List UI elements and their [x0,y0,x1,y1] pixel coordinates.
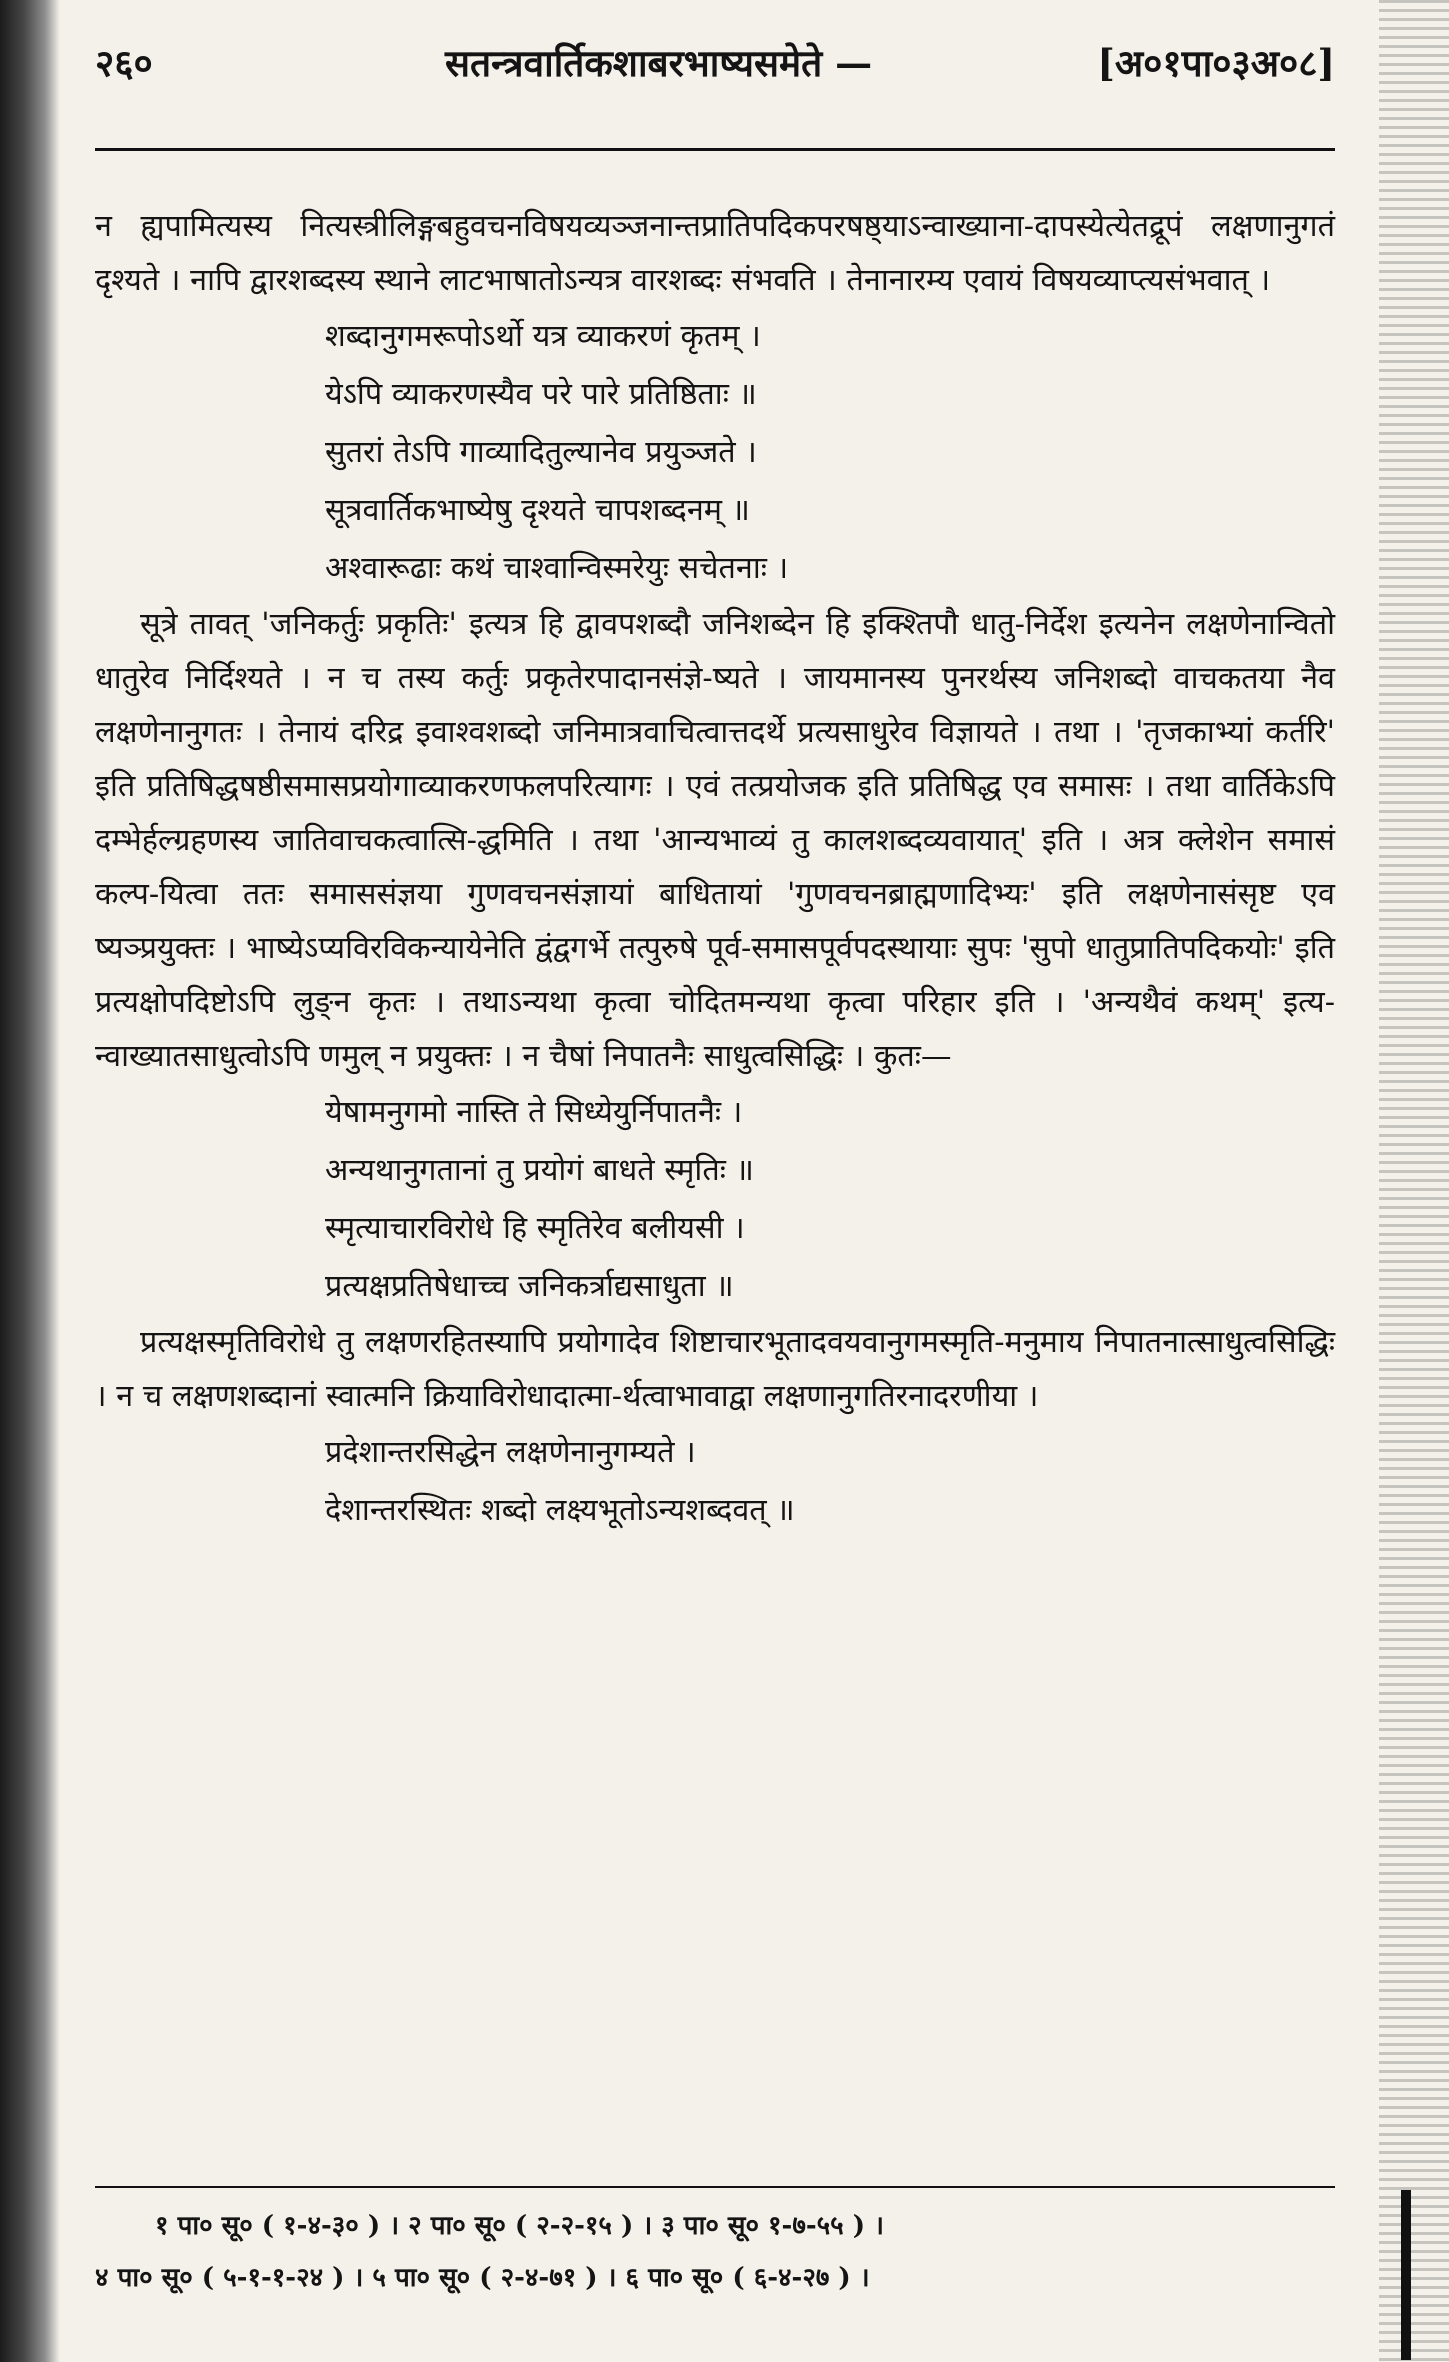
page-number: २६० [95,41,153,85]
verse-line: शब्दानुगमरूपोऽर्थो यत्र व्याकरणं कृतम् । [325,319,761,354]
footnotes [95,2200,1335,2304]
running-title: सतन्त्रवार्तिकशाबरभाष्यसमेते — [445,41,873,85]
verse-line: स्मृत्याचारविरोधे हि स्मृतिरेव बलीयसी । [325,1211,745,1246]
verse-line: सुतरां तेऽपि गाव्यादितुल्यानेव प्रयुञ्जते । [325,435,757,470]
scan-noise-right [1379,0,1449,2362]
scan-shadow-left [0,0,60,2362]
header-rule [95,148,1335,151]
verse-line: प्रत्यक्षप्रतिषेधाच्च जनिकर्त्राद्यसाधुता ॥ [325,1269,734,1304]
verse-line: येऽपि व्याकरणस्यैव परे पारे प्रतिष्ठिताः ॥ [325,377,757,412]
verse-line: येषामनुगमो नास्ति ते सिध्येयुर्निपातनैः । [325,1095,743,1130]
prose-paragraph: सूत्रे तावत् 'जनिकर्तुः प्रकृतिः' इत्यत्र हि द्वावपशब्दौ जनिशब्देन हि इक्श्तिपौ धातु-निर्देश इत्यनेन लक्षणेनान्वितो धातुरेव निर्दिश्यते । न च तस्य कर्तुः प्रकृतेरपादानसंज्ञे-ष्यते । जायमानस्य पुनरर्थस्य जनिशब्दो वाचकतया नैव लक्षणेनानुगतः । तेनायं दरिद्र इवाश्वशब्दो जनिमात्रवाचित्वात्तदर्थे प्रत्यसाधुरेव विज्ञायते । तथा । 'तृजकाभ्यां कर्तरि' इति प्रतिषिद्धषष्ठीसमासप्रयोगाव्याकरणफलपरित्यागः । एवं तत्प्रयोजक इति प्रतिषिद्ध एव समासः । तथा वार्तिकेऽपि दम्भेर्हल्ग्रहणस्य जातिवाचकत्वात्सि-द्धमिति । तथा 'आन्यभाव्यं तु कालशब्दव्यवायात्' इति । अत्र क्लेशेन समासं कल्प-यित्वा ततः समाससंज्ञया गुणवचनसंज्ञायां बाधितायां 'गुणवचनब्राह्मणादिभ्यः' इति लक्षणेनासंसृष्ट एव ष्यञ्प्रयुक्तः । भाष्येऽप्यविरविकन्यायेनेति द्वंद्वगर्भे तत्पुरुषे पूर्व-समासपूर्वपदस्थायाः सुपः 'सुपो धातुप्रातिपदिकयोः' इति प्रत्यक्षोपदिष्टोऽपि लुङ्न कृतः । तथाऽन्यथा कृत्वा चोदितमन्यथा कृत्वा परिहार इति । 'अन्यथैवं कथम्' इत्य-न्वाख्यातसाधुत्वोऽपि णमुल् न प्रयुक्तः । न चैषां निपातनैः साधुत्वसिद्धिः । कुतः— [95,607,1335,1074]
prose-paragraph: प्रत्यक्षस्मृतिविरोधे तु लक्षणरहितस्यापि प्रयोगादेव शिष्टाचारभूतादवयवानुगमस्मृति-मनुमाय निपातनात्साधुत्वसिद्धिः । न च लक्षणशब्दानां स्वात्मनि क्रियाविरोधादात्मा-र्थत्वाभावाद्वा लक्षणानुगतिरनादरणीया । [95,1325,1335,1414]
scan-mark-right [1401,2190,1411,2360]
verse-line: प्रदेशान्तरसिद्धेन लक्षणेनानुगम्यते । [325,1435,696,1470]
footnote-line: १ पा० सू० ( १-४-३० ) । २ पा० सू० ( २-२-१५ ) । ३ पा० सू० १-७-५५ ) । [155,2211,884,2241]
main-text [95,200,1335,1540]
prose-paragraph: न ह्यपामित्यस्य नित्यस्त्रीलिङ्गबहुवचनविषयव्यञ्जनान्तप्रातिपदिकपरषष्ठ्याऽन्वाख्याना-दापस्येत्येतद्रूपं लक्षणानुगतं दृश्यते । नापि द्वारशब्दस्य स्थाने लाटभाषातोऽन्यत्र वारशब्दः संभवति । तेनानारम्य एवायं विषयव्याप्त्यसंभवात् । [95,209,1335,298]
footnote-rule [95,2186,1335,2188]
verse-line: अन्यथानुगतानां तु प्रयोगं बाधते स्मृतिः ॥ [325,1153,754,1188]
verse-line: अश्वारूढाः कथं चाश्वान्विस्मरेयुः सचेतनाः । [325,551,789,586]
page-header [95,36,1335,106]
footnote-line: ४ पा० सू० ( ५-१-१-२४ ) । ५ पा० सू० ( २-४-७१ ) । ६ पा० सू० ( ६-४-२७ ) । [95,2263,870,2293]
section-reference: [अ०१पा०३अ०८] [1097,41,1335,85]
verse-line: देशान्तरस्थितः शब्दो लक्ष्यभूतोऽन्यशब्दवत् ॥ [325,1493,795,1528]
verse-line: सूत्रवार्तिकभाष्येषु दृश्यते चापशब्दनम् ॥ [325,493,750,528]
